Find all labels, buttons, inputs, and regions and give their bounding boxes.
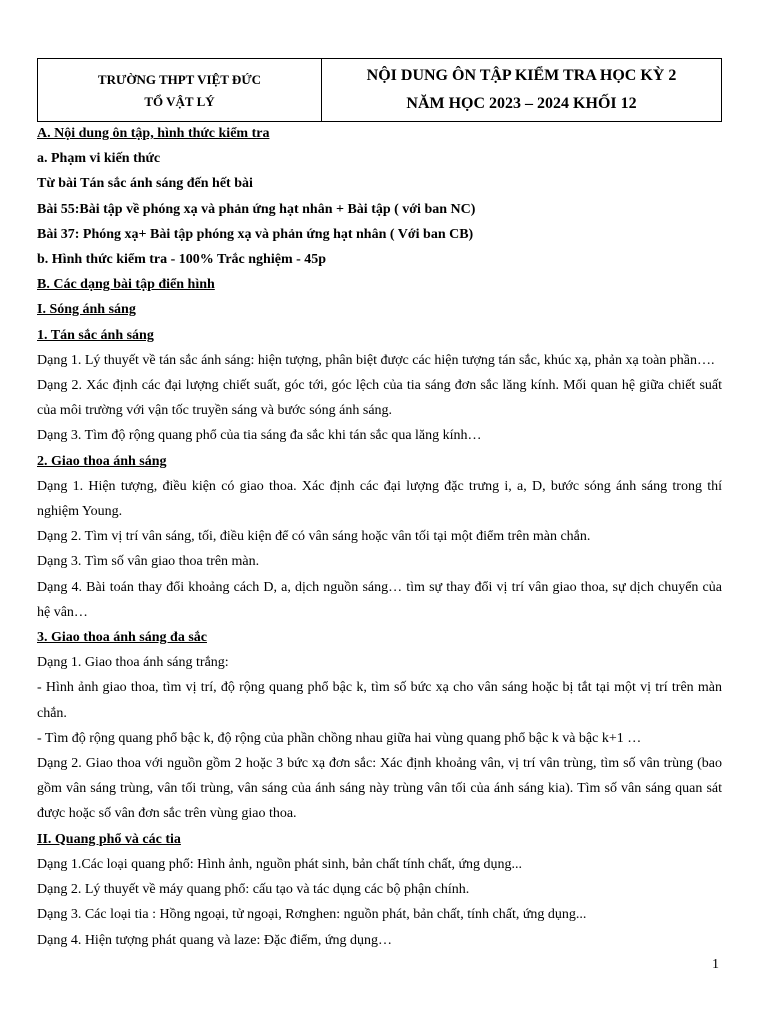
document-body bbox=[37, 121, 722, 953]
subsection-2-heading: 2. Giao thoa ánh sáng bbox=[37, 453, 167, 469]
p2-type-4: Dạng 4. Hiện tượng phát quang và laze: Đặc điểm, ứng dụng… bbox=[37, 932, 392, 948]
part-2-heading: II. Quang phổ và các tia bbox=[37, 831, 181, 847]
document-title: NỘI DUNG ÔN TẬP KIỂM TRA HỌC KỲ 2 bbox=[366, 67, 677, 84]
section-a-heading: A. Nội dung ôn tập, hình thức kiểm tra bbox=[37, 126, 270, 141]
part-1-heading: I. Sóng ánh sáng bbox=[37, 302, 136, 318]
document-subtitle: NĂM HỌC 2023 – 2024 KHỐI 12 bbox=[406, 95, 637, 112]
s1-type-1: Dạng 1. Lý thuyết về tán sắc ánh sáng: hiện tượng, phân biệt được các hiện tượng tán sắc, khúc xạ, phản xạ toàn phần…. bbox=[37, 352, 715, 368]
subsection-3-heading: 3. Giao thoa ánh sáng đa sắc bbox=[37, 630, 207, 646]
department-name: TỔ VẬT LÝ bbox=[144, 93, 215, 109]
s3-type-1: Dạng 1. Giao thoa ánh sáng trắng: bbox=[37, 655, 229, 671]
knowledge-range: Từ bài Tán sắc ánh sáng đến hết bài bbox=[37, 176, 253, 192]
header-title-cell bbox=[322, 59, 721, 121]
s1-type-2: Dạng 2. Xác định các đại lượng chiết suất, góc tới, góc lệch của tia sáng đơn sắc lăng kính. Mối quan hệ giữa chiết suất của môi trường với vận tốc truyền sáng và bước sóng ánh sáng. bbox=[37, 378, 722, 419]
p2-type-3: Dạng 3. Các loại tia : Hồng ngoại, tử ngoại, Rơnghen: nguồn phát, bản chất, tính chất, ứng dụng... bbox=[37, 907, 587, 923]
s2-type-3: Dạng 3. Tìm số vân giao thoa trên màn. bbox=[37, 554, 260, 570]
school-name: TRƯỜNG THPT VIỆT ĐỨC bbox=[97, 71, 262, 87]
p2-type-2: Dạng 2. Lý thuyết về máy quang phổ: cấu tạo và tác dụng các bộ phận chính. bbox=[37, 882, 470, 898]
header-table bbox=[37, 58, 722, 122]
s1-type-3: Dạng 3. Tìm độ rộng quang phổ của tia sáng đa sắc khi tán sắc qua lăng kính… bbox=[37, 428, 482, 444]
lesson-37: Bài 37: Phóng xạ+ Bài tập phóng xạ và phản ứng hạt nhân ( Với ban CB) bbox=[37, 226, 474, 242]
s2-type-1: Dạng 1. Hiện tượng, điều kiện có giao thoa. Xác định các đại lượng đặc trưng i, a, D, bước sóng ánh sáng trong thí nghiệm Young. bbox=[37, 478, 722, 520]
exam-format: b. Hình thức kiểm tra - 100% Trắc nghiệm - 45p bbox=[37, 252, 327, 268]
subsection-1-heading: 1. Tán sắc ánh sáng bbox=[37, 327, 154, 343]
s3-type-2: Dạng 2. Giao thoa với nguồn gồm 2 hoặc 3 bức xạ đơn sắc: Xác định khoảng vân, vị trí vân trùng, tìm số vân trùng (bao gồm vân sáng trùng, vân tối trùng, vân sáng của ánh sáng này trùng vân tối của ánh sáng kia). Tìm số vân sáng quan sát được hoặc số vân đơn sắc trên vùng giao thoa. bbox=[37, 756, 722, 822]
s2-type-4: Dạng 4. Bài toán thay đổi khoảng cách D, a, dịch nguồn sáng… tìm sự thay đổi vị trí vân giao thoa, sự dịch chuyển của hệ vân… bbox=[37, 579, 722, 620]
s3-type-1-item-a: - Hình ảnh giao thoa, tìm vị trí, độ rộng quang phổ bậc k, tìm số bức xạ cho vân sáng hoặc bị tắt tại một vị trí trên màn chắn. bbox=[37, 680, 722, 721]
lesson-55: Bài 55:Bài tập về phóng xạ và phản ứng hạt nhân + Bài tập ( với ban NC) bbox=[37, 201, 476, 217]
s3-type-1-item-b: - Tìm độ rộng quang phổ bậc k, độ rộng của phần chồng nhau giữa hai vùng quang phổ bậc k và bậc k+1 … bbox=[37, 730, 642, 746]
p2-type-1: Dạng 1.Các loại quang phổ: Hình ảnh, nguồn phát sinh, bản chất tính chất, ứng dụng... bbox=[37, 856, 523, 872]
section-b-heading: B. Các dạng bài tập điển hình bbox=[37, 277, 215, 293]
header-school-cell bbox=[38, 59, 322, 121]
page-number: 1 bbox=[712, 957, 719, 972]
knowledge-scope-heading: a. Phạm vi kiến thức bbox=[37, 151, 161, 167]
s2-type-2: Dạng 2. Tìm vị trí vân sáng, tối, điều kiện để có vân sáng hoặc vân tối tại một điểm trên màn chắn. bbox=[37, 529, 591, 545]
